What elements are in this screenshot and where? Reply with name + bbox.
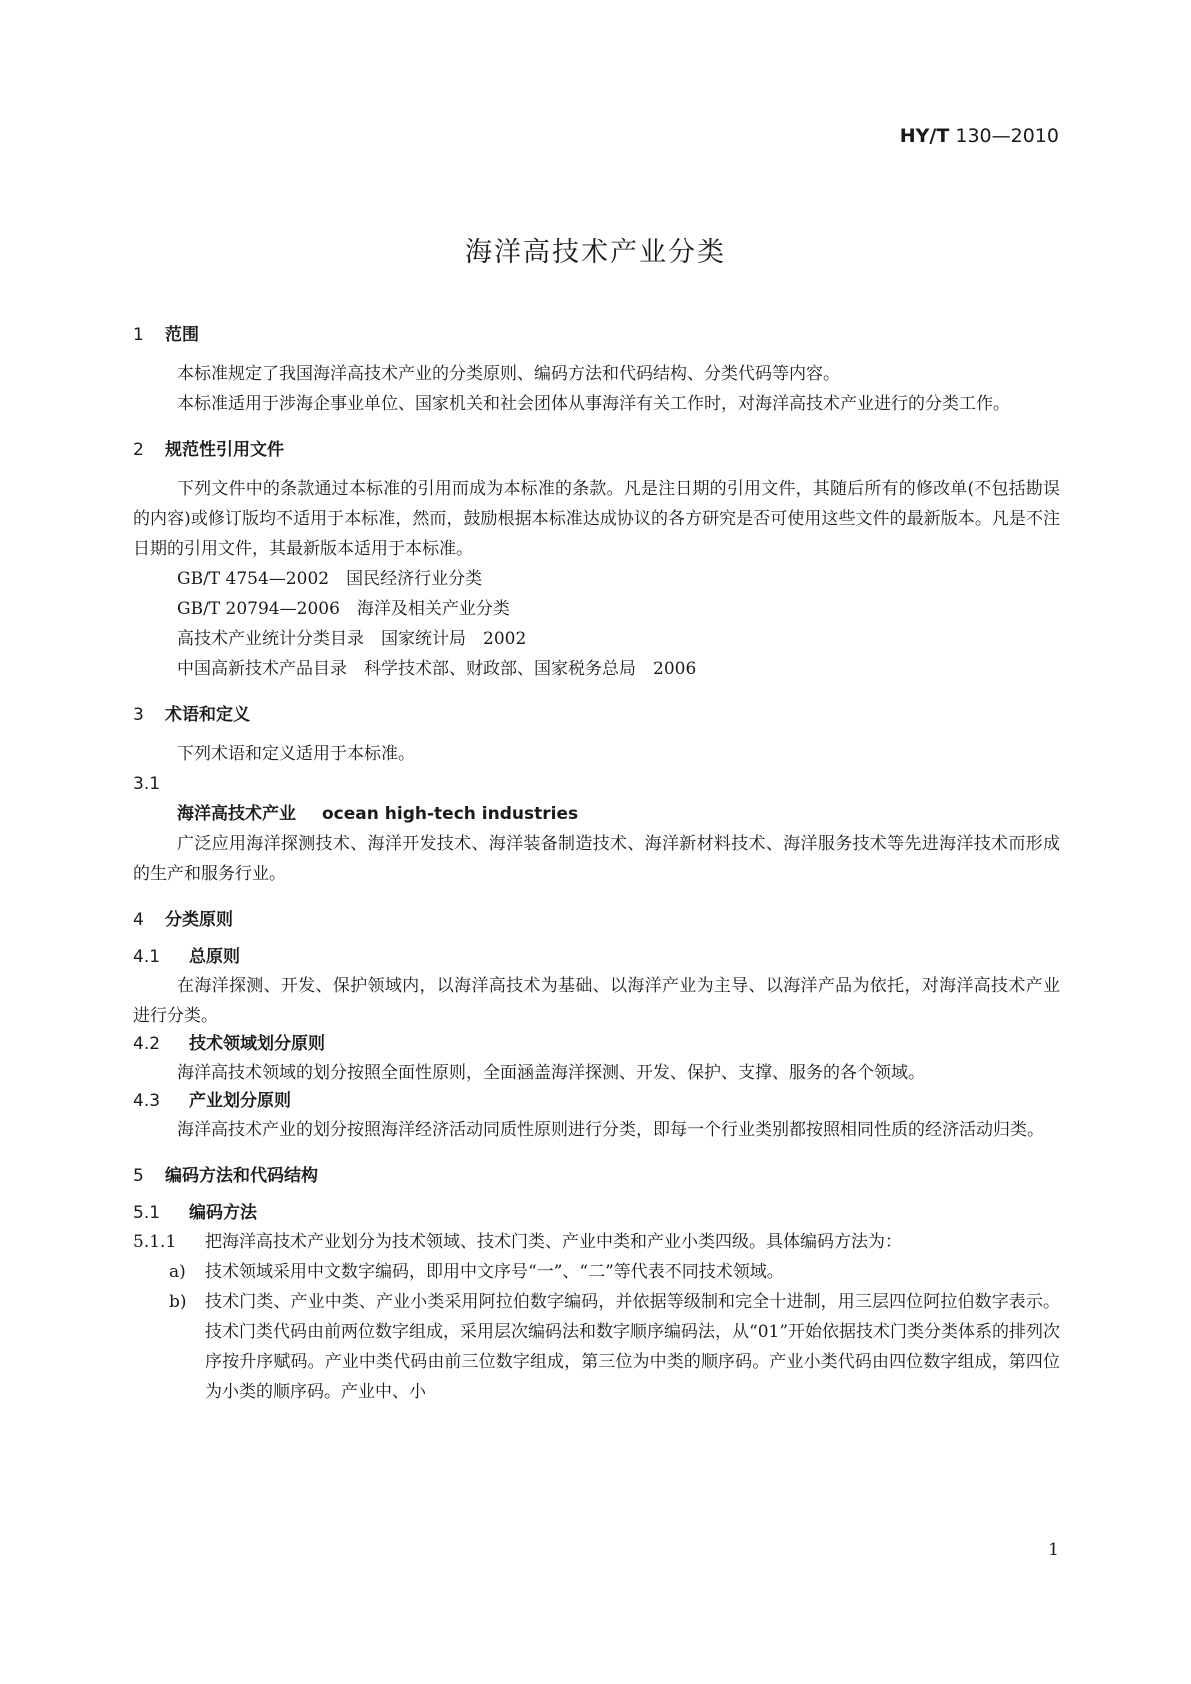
clause-5-1-1: 5.1.1 把海洋高技术产业划分为技术领域、技术门类、产业中类和产业小类四级。具体编码方法为： xyxy=(133,1232,902,1252)
section-5-heading: 5 编码方法和代码结构 xyxy=(133,1166,318,1186)
term-number: 3.1 xyxy=(133,774,161,794)
list-item-a: a) 技术领域采用中文数字编码，即用中文序号“一”、“二”等代表不同技术领域。 xyxy=(169,1262,784,1282)
standard-number: 130—2010 xyxy=(949,125,1059,147)
reference-item: 中国高新技术产品目录 科学技术部、财政部、国家税务总局 2006 xyxy=(177,659,697,679)
paragraph: 下列文件中的条款通过本标准的引用而成为本标准的条款。凡是注日期的引用文件，其随后所有的修改单(不包括勘误的内容)或修订版均不适用于本标准，然而，鼓励根据本标准达成协议的各方研究是否可使用这些文件的最新版本。凡是不注日期的引用文件，其最新版本适用于本标准。 xyxy=(133,479,1060,559)
standard-prefix: HY/T xyxy=(899,125,950,147)
subsection-5-1-heading: 5.1 编码方法 xyxy=(133,1203,257,1223)
paragraph: 本标准适用于涉海企事业单位、国家机关和社会团体从事海洋有关工作时，对海洋高技术产业进行的分类工作。 xyxy=(177,394,1010,414)
subsection-4-2-heading: 4.2 技术领域划分原则 xyxy=(133,1034,325,1054)
subsection-4-3-heading: 4.3 产业划分原则 xyxy=(133,1091,291,1111)
reference-item: GB/T 4754—2002 国民经济行业分类 xyxy=(177,569,483,589)
document-body xyxy=(133,322,1060,1407)
page-number: 1 xyxy=(1048,1540,1059,1560)
section-3-heading: 3 术语和定义 xyxy=(133,705,250,725)
reference-item: GB/T 20794—2006 海洋及相关产业分类 xyxy=(177,599,510,619)
document-title: 海洋高技术产业分类 xyxy=(465,237,726,268)
paragraph: 本标准规定了我国海洋高技术产业的分类原则、编码方法和代码结构、分类代码等内容。 xyxy=(177,364,840,384)
subsection-4-1-heading: 4.1 总原则 xyxy=(133,947,240,967)
list-item-b: b) 技术门类、产业中类、产业小类采用阿拉伯数字编码，并依据等级制和完全十进制，用三层四位阿拉伯数字表示。技术门类代码由前两位数字组成，采用层次编码法和数字顺序编码法，从“01”开始依据技术门类分类体系的排列次序按升序赋码。产业中类代码由前三位数字组成，第三位为中类的顺序码。产业小类代码由四位数字组成，第四位为小类的顺序码。产业中、小 xyxy=(169,1292,1061,1402)
paragraph: 下列术语和定义适用于本标准。 xyxy=(177,744,415,764)
term-definition: 广泛应用海洋探测技术、海洋开发技术、海洋装备制造技术、海洋新材料技术、海洋服务技术等先进海洋技术而形成的生产和服务行业。 xyxy=(133,834,1060,884)
term-heading: 海洋高技术产业 ocean high-tech industries xyxy=(177,804,579,824)
section-1-heading: 1 范围 xyxy=(133,325,199,345)
standard-code xyxy=(900,125,1059,147)
section-4-heading: 4 分类原则 xyxy=(133,910,233,930)
reference-item: 高技术产业统计分类目录 国家统计局 2002 xyxy=(177,629,527,649)
section-2-heading: 2 规范性引用文件 xyxy=(133,440,284,460)
paragraph: 海洋高技术产业的划分按照海洋经济活动同质性原则进行分类，即每一个行业类别都按照相同性质的经济活动归类。 xyxy=(177,1120,1044,1140)
paragraph: 海洋高技术领域的划分按照全面性原则，全面涵盖海洋探测、开发、保护、支撑、服务的各个领域。 xyxy=(177,1063,925,1083)
paragraph: 在海洋探测、开发、保护领域内，以海洋高技术为基础、以海洋产业为主导、以海洋产品为依托，对海洋高技术产业进行分类。 xyxy=(133,976,1060,1026)
